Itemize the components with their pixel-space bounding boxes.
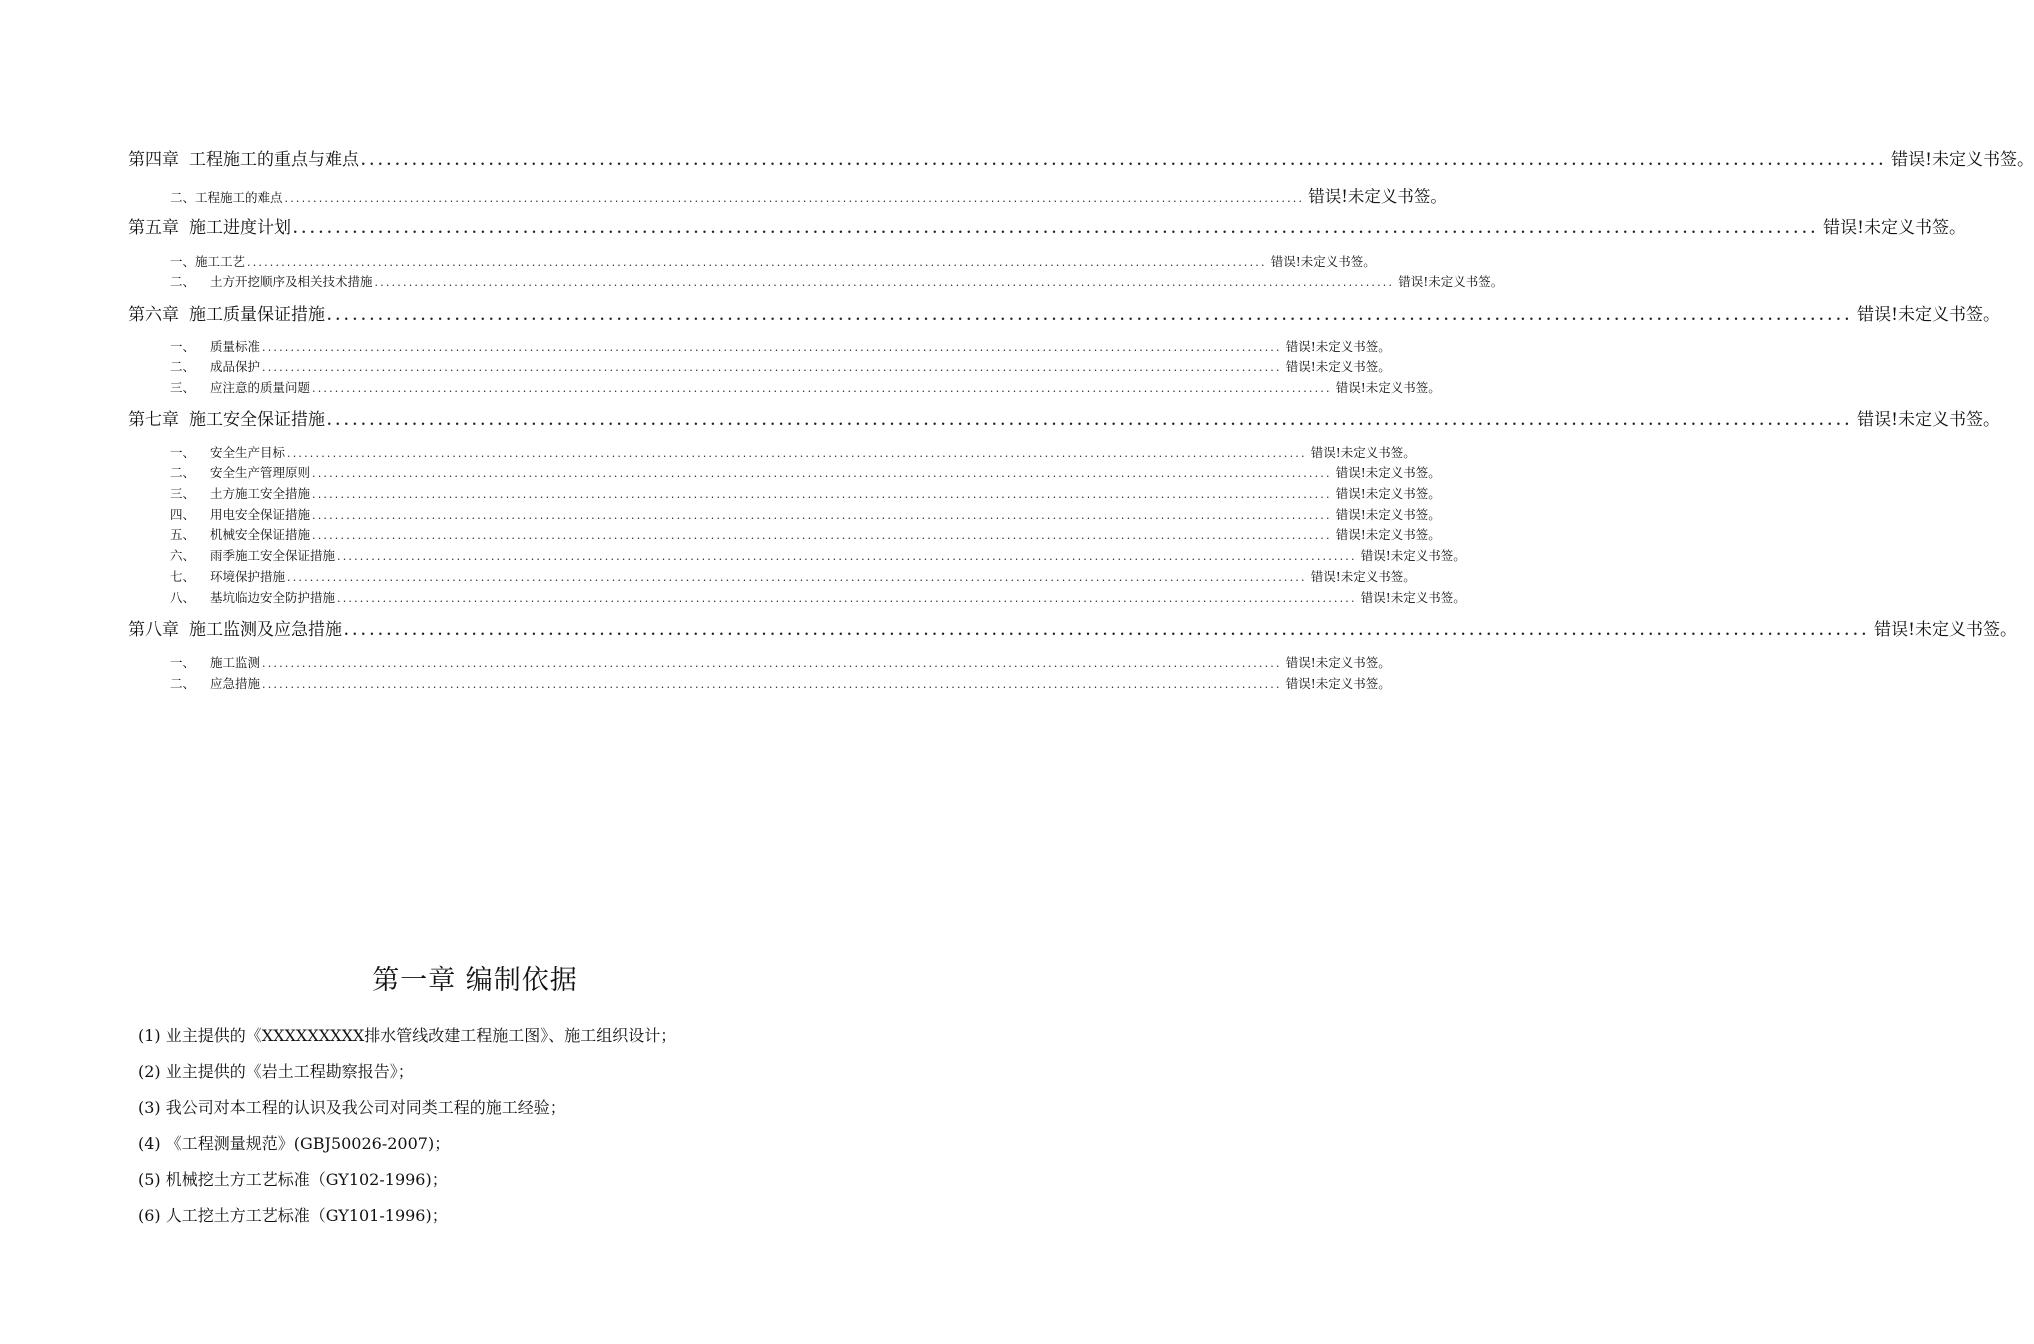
toc-section-number: 八、: [170, 590, 196, 605]
toc-section[interactable]: [170, 525, 1441, 543]
toc-page-ref: 错误!未定义书签。: [1360, 590, 1466, 605]
toc-section[interactable]: [170, 463, 1441, 481]
toc-page-ref: 错误!未定义书签。: [1285, 655, 1391, 670]
chapter-heading: 第一章 编制依据: [372, 965, 578, 996]
basis-list: [138, 1023, 858, 1239]
toc-section-number: 七、: [170, 569, 196, 584]
toc-section-title: 应注意的质量问题: [210, 380, 311, 395]
toc-section-title: 成品保护: [210, 359, 261, 374]
toc-section-number: 六、: [170, 548, 196, 563]
toc-leader-dots: ...................................................................................................................................................................................: [337, 592, 1357, 605]
toc-section-number: 三、: [170, 486, 196, 501]
toc-page-ref: 错误!未定义书签。: [1335, 527, 1441, 542]
toc-page-ref: 错误!未定义书签。: [1857, 305, 2000, 325]
toc-section-title: 质量标准: [210, 339, 261, 354]
toc-leader-dots: ...................................................................................................................................................................................: [287, 447, 1307, 460]
toc-section[interactable]: [170, 272, 1504, 290]
toc-section-title: 应急措施: [210, 676, 261, 691]
toc-section-number: 四、: [170, 507, 196, 522]
toc-chapter-5[interactable]: [128, 213, 1966, 238]
toc-page-ref: 错误!未定义书签。: [1285, 339, 1391, 354]
toc-leader-dots: ...................................................................................................................................................................................: [312, 382, 1332, 395]
toc-chapter-4[interactable]: [128, 145, 2034, 170]
toc-chapter-6[interactable]: [128, 300, 2000, 325]
toc-chapter-title: 工程施工的重点与难点: [189, 150, 359, 170]
toc-section-title: 安全生产管理原则: [210, 465, 311, 480]
toc-page-ref: 错误!未定义书签。: [1360, 548, 1466, 563]
toc-leader-dots: ...................................................................................................................................................................................: [293, 222, 1820, 237]
toc-leader-dots: ...................................................................................................................................................................................: [247, 256, 1267, 269]
toc-section-number: 二、: [170, 676, 196, 691]
toc-section-title: 安全生产目标: [210, 445, 286, 460]
toc-section-title: 雨季施工安全保证措施: [210, 548, 336, 563]
toc-section[interactable]: [170, 674, 1391, 692]
toc-section-number: 三、: [170, 380, 196, 395]
toc-section[interactable]: [170, 546, 1466, 564]
toc-leader-dots: ...................................................................................................................................................................................: [337, 550, 1357, 563]
basis-item: (3) 我公司对本工程的认识及我公司对同类工程的施工经验；: [138, 1098, 566, 1117]
toc-page-ref: 错误!未定义书签。: [1857, 410, 2000, 430]
toc-section-number: 一、: [170, 339, 196, 354]
toc-page-ref: 错误!未定义书签。: [1874, 620, 2017, 640]
toc-chapter-number: 第七章: [128, 410, 179, 430]
toc-section[interactable]: [170, 567, 1416, 585]
toc-page-ref: 错误!未定义书签。: [1308, 187, 1447, 206]
toc-page-ref: 错误!未定义书签。: [1310, 569, 1416, 584]
toc-leader-dots: ...................................................................................................................................................................................: [262, 678, 1282, 691]
toc-section-title: 施工监测: [210, 655, 261, 670]
toc-chapter-number: 第八章: [128, 620, 179, 640]
toc-leader-dots: ...................................................................................................................................................................................: [344, 624, 1871, 639]
basis-item: (5) 机械挖土方工艺标准（GY102-1996)；: [138, 1170, 448, 1189]
toc-page-ref: 错误!未定义书签。: [1335, 507, 1441, 522]
toc-page-ref: 错误!未定义书签。: [1335, 380, 1441, 395]
toc-section[interactable]: [170, 588, 1466, 606]
toc-section[interactable]: [170, 484, 1441, 502]
toc-section[interactable]: [170, 357, 1391, 375]
toc-chapter-title: 施工安全保证措施: [189, 410, 325, 430]
toc-section-title: 一、施工工艺: [170, 254, 246, 269]
toc-page-ref: 错误!未定义书签。: [1335, 486, 1441, 501]
toc-section[interactable]: [170, 252, 1376, 270]
toc-section-number: 二、: [170, 465, 196, 480]
toc-section-number: 二、: [170, 359, 196, 374]
toc-chapter-title: 施工质量保证措施: [189, 305, 325, 325]
toc-section-title: 土方施工安全措施: [210, 486, 311, 501]
toc-leader-dots: ...................................................................................................................................................................................: [312, 529, 1332, 542]
basis-item: (6) 人工挖土方工艺标准（GY101-1996)；: [138, 1206, 448, 1225]
toc-section-title: 环境保护措施: [210, 569, 286, 584]
toc-page-ref: 错误!未定义书签。: [1310, 445, 1416, 460]
toc-section[interactable]: [170, 337, 1391, 355]
toc-chapter-number: 第六章: [128, 305, 179, 325]
toc-leader-dots: ...................................................................................................................................................................................: [374, 276, 1395, 289]
toc-leader-dots: ...................................................................................................................................................................................: [262, 657, 1282, 670]
toc-section[interactable]: [170, 443, 1416, 461]
toc-leader-dots: ...................................................................................................................................................................................: [312, 509, 1332, 522]
toc-section-title: 土方开挖顺序及相关技术措施: [210, 274, 373, 289]
toc-chapter-8[interactable]: [128, 615, 2017, 640]
basis-item: (4) 《工程测量规范》(GBJ50026-2007)；: [138, 1134, 451, 1153]
toc-section-title: 机械安全保证措施: [210, 527, 311, 542]
toc-section-number: 二、: [170, 274, 196, 289]
toc-page-ref: 错误!未定义书签。: [1335, 465, 1441, 480]
toc-leader-dots: ...................................................................................................................................................................................: [312, 488, 1332, 501]
toc-section-number: 一、: [170, 445, 196, 460]
toc-chapter-number: 第五章: [128, 218, 179, 238]
toc-section[interactable]: [170, 505, 1441, 523]
toc-leader-dots: ...................................................................................................................................................................................: [284, 192, 1305, 205]
toc-section[interactable]: [170, 183, 1447, 207]
toc-leader-dots: ...................................................................................................................................................................................: [327, 309, 1854, 324]
toc-leader-dots: ...................................................................................................................................................................................: [327, 414, 1854, 429]
toc-page-ref: 错误!未定义书签。: [1891, 150, 2034, 170]
toc-section-title: 用电安全保证措施: [210, 507, 311, 522]
toc-section-title: 二、工程施工的难点: [170, 190, 283, 205]
toc-page-ref: 错误!未定义书签。: [1823, 218, 1966, 238]
basis-item: (1) 业主提供的《XXXXXXXXX排水管线改建工程施工图》、施工组织设计；: [138, 1026, 677, 1045]
toc-page-ref: 错误!未定义书签。: [1285, 676, 1391, 691]
toc-section-number: 一、: [170, 655, 196, 670]
toc-page-ref: 错误!未定义书签。: [1398, 274, 1504, 289]
toc-section[interactable]: [170, 653, 1391, 671]
toc-section[interactable]: [170, 378, 1441, 396]
toc-chapter-number: 第四章: [128, 150, 179, 170]
basis-item: (2) 业主提供的《岩土工程勘察报告》；: [138, 1062, 414, 1081]
toc-leader-dots: ...................................................................................................................................................................................: [287, 571, 1307, 584]
toc-leader-dots: ...................................................................................................................................................................................: [262, 341, 1282, 354]
toc-chapter-7[interactable]: [128, 405, 2000, 430]
toc-leader-dots: ...................................................................................................................................................................................: [361, 154, 1888, 169]
toc-leader-dots: ...................................................................................................................................................................................: [312, 467, 1332, 480]
toc-page-ref: 错误!未定义书签。: [1270, 254, 1376, 269]
toc-section-number: 五、: [170, 527, 196, 542]
toc-chapter-title: 施工监测及应急措施: [189, 620, 342, 640]
toc-chapter-title: 施工进度计划: [189, 218, 291, 238]
toc-section-title: 基坑临边安全防护措施: [210, 590, 336, 605]
toc-leader-dots: ...................................................................................................................................................................................: [262, 361, 1282, 374]
toc-page-ref: 错误!未定义书签。: [1285, 359, 1391, 374]
